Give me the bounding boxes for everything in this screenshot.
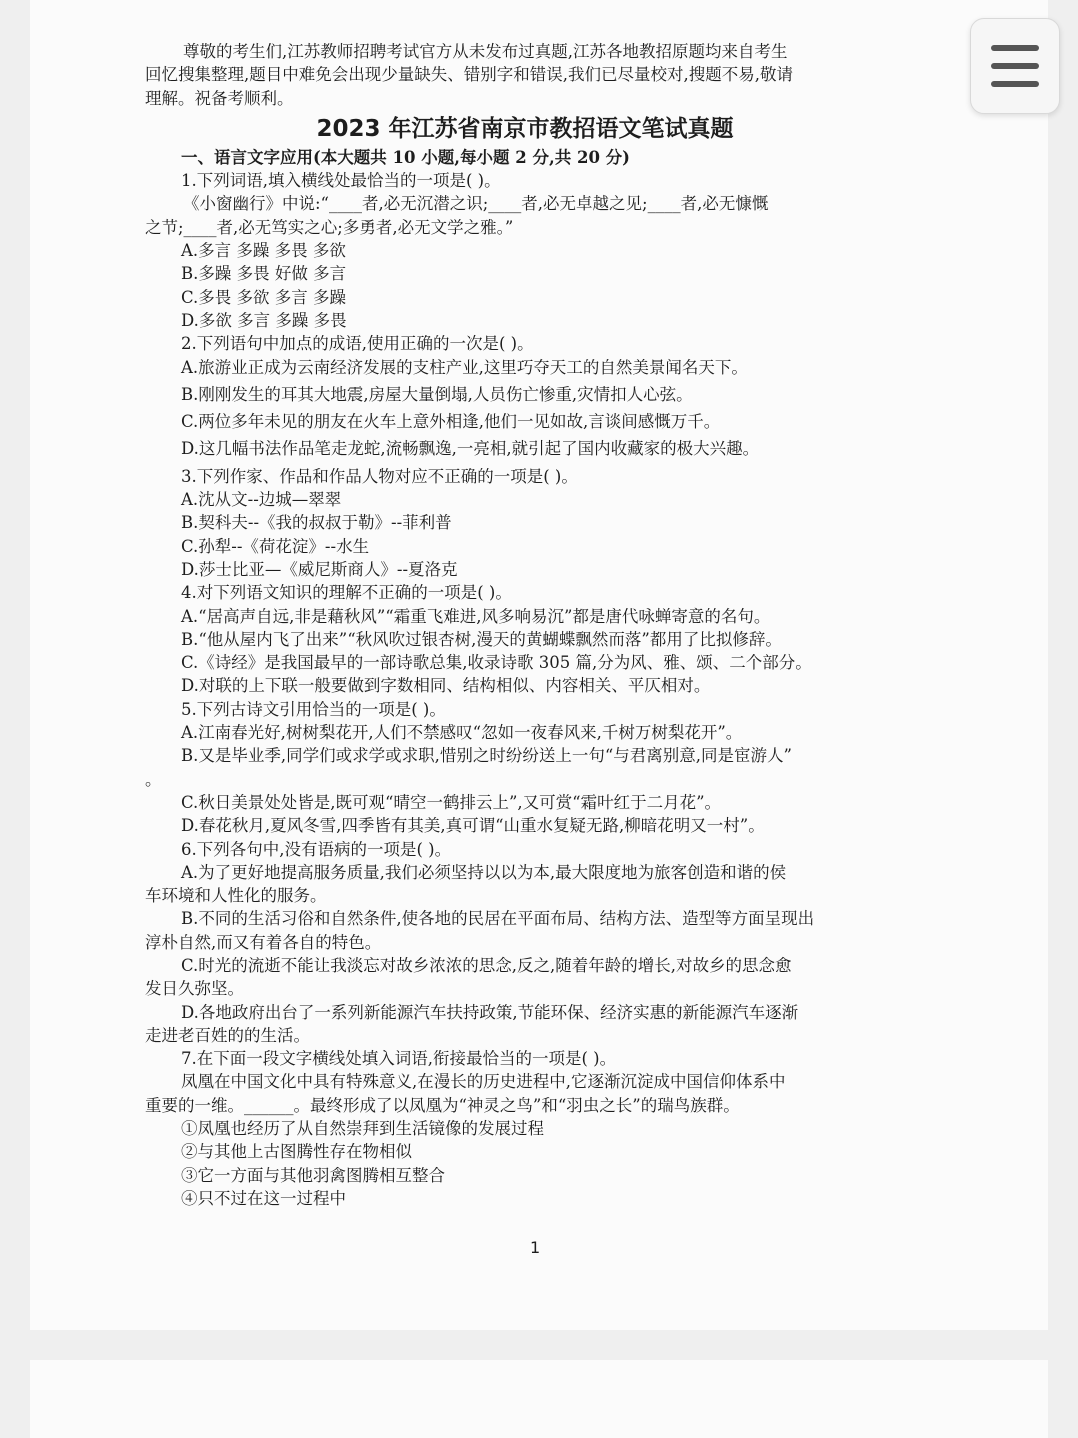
list-item: ③它一方面与其他羽禽图腾相互整合 bbox=[181, 1165, 445, 1185]
option-continuation: 淳朴自然,而又有着各自的特色。 bbox=[145, 932, 382, 952]
page-number: 1 bbox=[530, 1238, 541, 1257]
option: C.《诗经》是我国最早的一部诗歌总集,收录诗歌 305 篇,分为风、雅、颂、二个部分。 bbox=[181, 653, 812, 673]
option: D.多欲 多言 多躁 多畏 bbox=[181, 310, 347, 330]
notice-line: 回忆搜集整理,题目中难免会出现少量缺失、错别字和错误,我们已尽量校对,搜题不易,敬请 bbox=[145, 65, 793, 85]
option: A.“居高声自远,非是藉秋风”“霜重飞难进,风多响易沉”都是唐代咏蝉寄意的名句。 bbox=[181, 606, 771, 626]
option: B.多躁 多畏 好做 多言 bbox=[181, 264, 347, 284]
section-heading: 一、语言文字应用(本大题共 10 小题,每小题 2 分,共 20 分) bbox=[181, 147, 630, 167]
option: C.时光的流逝不能让我淡忘对故乡浓浓的思念,反之,随着年龄的增长,对故乡的思念愈 bbox=[181, 955, 792, 975]
option: D.对联的上下联一般要做到字数相同、结构相似、内容相关、平仄相对。 bbox=[181, 676, 711, 696]
question-stem: 7.在下面一段文字横线处填入词语,衔接最恰当的一项是( )。 bbox=[181, 1049, 617, 1069]
option: A.旅游业正成为云南经济发展的支柱产业,这里巧夺天工的自然美景闻名天下。 bbox=[181, 357, 748, 377]
option-continuation: 发日久弥坚。 bbox=[145, 979, 244, 999]
list-item: ①凤凰也经历了从自然崇拜到生活镜像的发展过程 bbox=[181, 1119, 544, 1139]
question-stem: 6.下列各句中,没有语病的一项是( )。 bbox=[181, 839, 452, 859]
option: B.不同的生活习俗和自然条件,使各地的民居在平面布局、结构方法、造型等方面呈现出 bbox=[181, 909, 815, 929]
page-title: 2023 年江苏省南京市教招语文笔试真题 bbox=[316, 115, 734, 142]
option-continuation: 走进老百姓的的生活。 bbox=[145, 1025, 310, 1045]
option: A.为了更好地提高服务质量,我们必须坚持以以为本,最大限度地为旅客创造和谐的侯 bbox=[181, 862, 787, 882]
option: B.“他从屋内飞了出来”“秋风吹过银杏树,漫天的黄蝴蝶飘然而落”都用了比拟修辞。 bbox=[181, 629, 782, 649]
option-continuation: 车环境和人性化的服务。 bbox=[145, 886, 327, 906]
option: B.刚刚发生的耳其大地震,房屋大量倒塌,人员伤亡惨重,灾情扣人心弦。 bbox=[181, 384, 693, 404]
option: D.这几幅书法作品笔走龙蛇,流畅飘逸,一亮相,就引起了国内收藏家的极大兴趣。 bbox=[181, 439, 760, 459]
option: C.两位多年未见的朋友在火车上意外相逢,他们一见如故,言谈间感慨万千。 bbox=[181, 412, 721, 432]
option: A.沈从文--边城—翠翠 bbox=[181, 490, 342, 510]
option: A.多言 多躁 多畏 多欲 bbox=[181, 241, 346, 261]
exam-content bbox=[145, 40, 905, 1210]
question-stem: 2.下列语句中加点的成语,使用正确的一次是( )。 bbox=[181, 334, 534, 354]
option: D.春花秋月,夏风冬雪,四季皆有其美,真可谓“山重水复疑无路,柳暗花明又一村”。 bbox=[181, 816, 765, 836]
notice-line: 尊敬的考生们,江苏教师招聘考试官方从未发布过真题,江苏各地教招原题均来自考生 bbox=[183, 42, 788, 61]
option-continuation: 。 bbox=[145, 769, 162, 789]
list-item: ④只不过在这一过程中 bbox=[181, 1188, 346, 1208]
list-item: ②与其他上古图腾性存在物相似 bbox=[181, 1142, 412, 1162]
question-stem: 5.下列古诗文引用恰当的一项是( )。 bbox=[181, 699, 446, 719]
question-text: 重要的一维。______。最终形成了以凤凰为“神灵之鸟”和“羽虫之长”的瑞鸟族群。 bbox=[145, 1095, 740, 1115]
question-text: 之节;____者,必无笃实之心;多勇者,必无文学之雅。” bbox=[145, 217, 514, 237]
question-text: 凤凰在中国文化中具有特殊意义,在漫长的历史进程中,它逐渐沉淀成中国信仰体系中 bbox=[181, 1072, 786, 1092]
option: D.莎士比亚—《威尼斯商人》--夏洛克 bbox=[181, 559, 458, 579]
question-stem: 4.对下列语文知识的理解不正确的一项是( )。 bbox=[181, 583, 512, 603]
question-text: 《小窗幽行》中说:“____者,必无沉潜之识;____者,必无卓越之见;____者,必无慷慨 bbox=[183, 194, 769, 214]
menu-button[interactable] bbox=[970, 18, 1060, 114]
question-stem: 1.下列词语,填入横线处最恰当的一项是( )。 bbox=[181, 171, 501, 191]
next-page-preview bbox=[30, 1360, 1048, 1438]
option: C.多畏 多欲 多言 多躁 bbox=[181, 287, 347, 307]
option: A.江南春光好,树树梨花开,人们不禁感叹“忽如一夜春风来,千树万树梨花开”。 bbox=[181, 723, 743, 743]
option: C.孙犁--《荷花淀》--水生 bbox=[181, 536, 370, 556]
notice-line: 理解。祝备考顺利。 bbox=[145, 88, 294, 108]
option: C.秋日美景处处皆是,既可观“晴空一鹤排云上”,又可赏“霜叶红于二月花”。 bbox=[181, 792, 722, 812]
question-stem: 3.下列作家、作品和作品人物对应不正确的一项是( )。 bbox=[181, 466, 578, 486]
option: D.各地政府出台了一系列新能源汽车扶持政策,节能环保、经济实惠的新能源汽车逐渐 bbox=[181, 1002, 799, 1022]
option: B.又是毕业季,同学们或求学或求职,惜别之时纷纷送上一句“与君离别意,同是宦游人” bbox=[181, 746, 792, 766]
option: B.契科夫--《我的叔叔于勒》--菲利普 bbox=[181, 513, 452, 533]
